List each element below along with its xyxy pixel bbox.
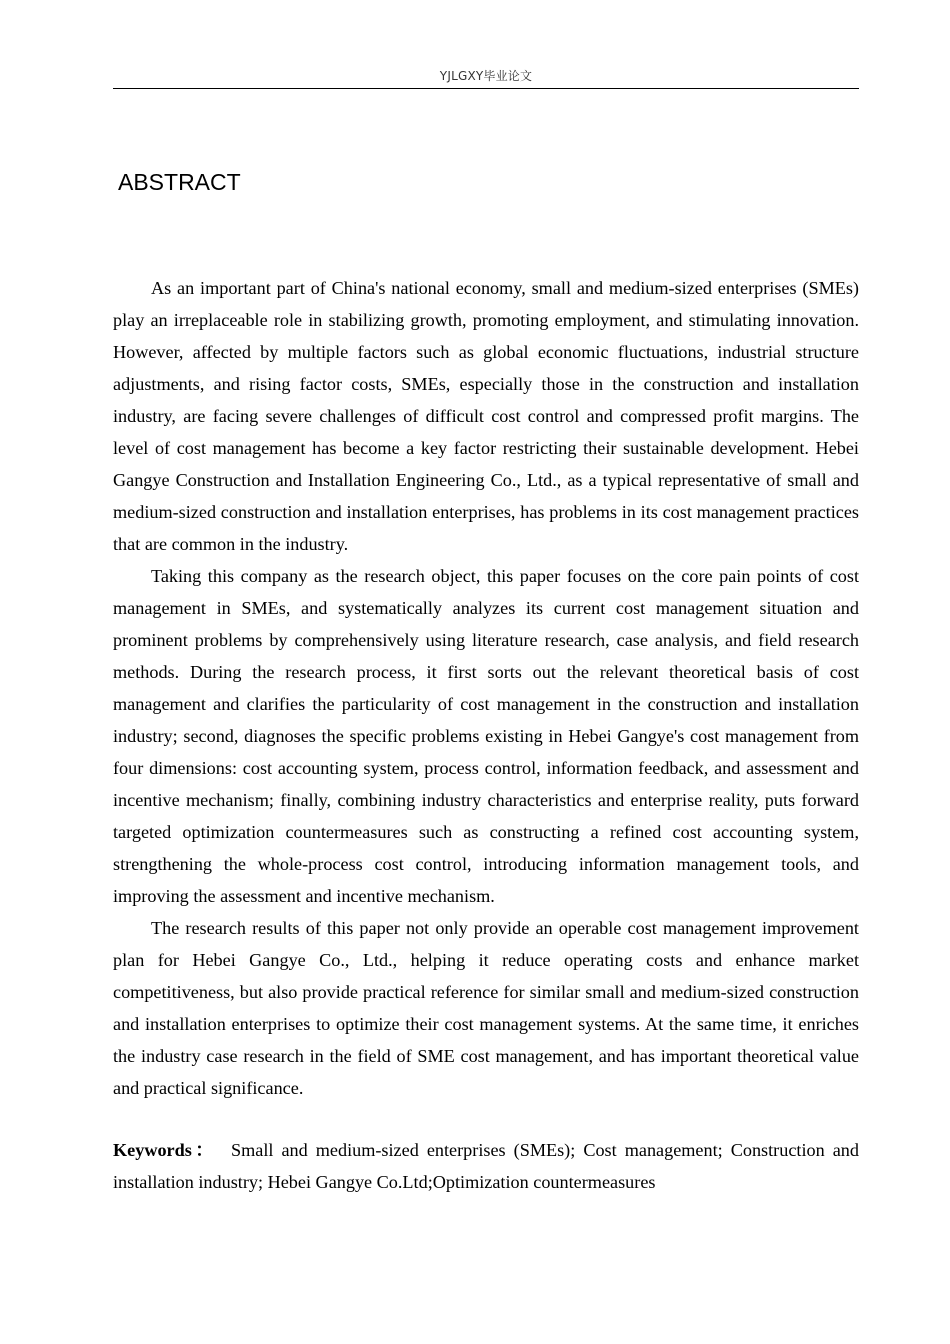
abstract-body — [113, 272, 859, 1104]
keywords-text: Small and medium-sized enterprises (SMEs); Cost management; Construction and installation industry; Hebei Gangye Co.Ltd;Optimization countermeasures — [113, 1140, 859, 1192]
abstract-title: ABSTRACT — [118, 169, 241, 195]
abstract-paragraph-1: As an important part of China's national economy, small and medium-sized enterprises (SMEs) play an irreplaceable role in stabilizing growth, promoting employment, and stimulating innovation. However, affected by multiple factors such as global economic fluctuations, industrial structure adjustments, and rising factor costs, SMEs, especially those in the construction and installation industry, are facing severe challenges of difficult cost control and compressed profit margins. The level of cost management has become a key factor restricting their sustainable development. Hebei Gangye Construction and Installation Engineering Co., Ltd., as a typical representative of small and medium-sized construction and installation enterprises, has problems in its cost management practices that are common in the industry. — [113, 278, 859, 554]
keywords-label: Keywords： — [113, 1140, 217, 1160]
keywords-line — [113, 1134, 859, 1198]
abstract-paragraph-2: Taking this company as the research object, this paper focuses on the core pain points of cost management in SMEs, and systematically analyzes its current cost management situation and prominent problems by comprehensively using literature research, case analysis, and field research methods. During the research process, it first sorts out the relevant theoretical basis of cost management and clarifies the particularity of cost management in the construction and installation industry; second, diagnoses the specific problems existing in Hebei Gangye's cost management from four dimensions: cost accounting system, process control, information feedback, and assessment and incentive mechanism; finally, combining industry characteristics and enterprise reality, puts forward targeted optimization countermeasures such as constructing a refined cost accounting system, strengthening the whole-process cost control, introducing information management tools, and improving the assessment and incentive mechanism. — [113, 566, 859, 906]
abstract-paragraph-3: The research results of this paper not only provide an operable cost management improvement plan for Hebei Gangye Co., Ltd., helping it reduce operating costs and enhance market competitiveness, but also provide practical reference for similar small and medium-sized construction and installation enterprises to optimize their cost management systems. At the same time, it enriches the industry case research in the field of SME cost management, and has important theoretical value and practical significance. — [113, 918, 859, 1098]
header-text: YJLGXY毕业论文 — [439, 69, 533, 83]
page-header — [113, 66, 859, 89]
